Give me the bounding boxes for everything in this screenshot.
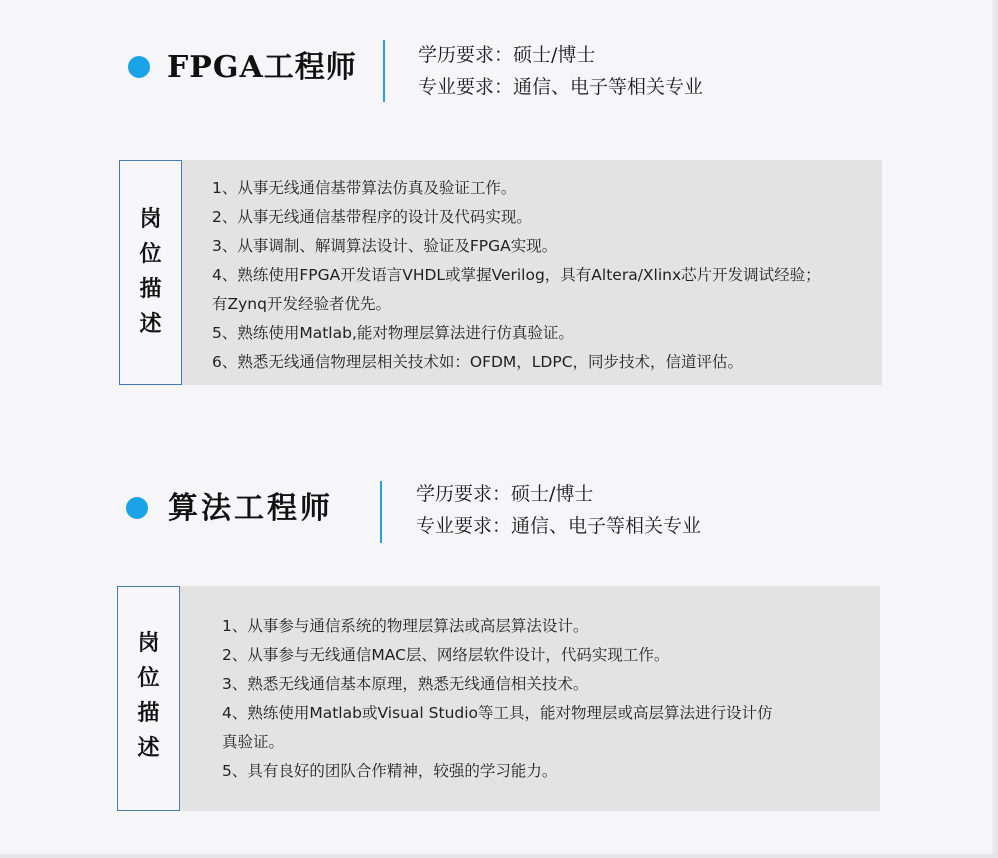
education-requirement: 学历要求：硕士/博士 [416, 483, 594, 505]
description-panel [182, 160, 882, 385]
description-label-char: 述 [139, 311, 162, 337]
description-label-char: 位 [137, 665, 160, 691]
description-label-char: 位 [139, 241, 162, 267]
job-requirements [416, 478, 701, 542]
description-label-char: 描 [139, 276, 162, 302]
description-label-char: 描 [137, 700, 160, 726]
description-line: 5、熟练使用Matlab,能对物理层算法进行仿真验证。 [212, 324, 574, 342]
major-requirement: 专业要求：通信、电子等相关专业 [418, 76, 704, 98]
job-header [0, 40, 998, 104]
page-right-edge [992, 0, 998, 858]
description-line: 3、从事调制、解调算法设计、验证及FPGA实现。 [212, 237, 558, 255]
description-line: 6、熟悉无线通信物理层相关技术如：OFDM，LDPC，同步技术，信道评估。 [212, 353, 744, 371]
description-label-box [117, 586, 180, 811]
description-line: 2、从事无线通信基带程序的设计及代码实现。 [212, 208, 532, 226]
description-line: 4、熟练使用FPGA开发语言VHDL或掌握Verilog，具有Altera/Xlinx芯片开发调试经验； [212, 266, 821, 284]
bullet-dot-icon [126, 497, 148, 519]
description-label-char: 岗 [137, 630, 160, 656]
description-list [222, 612, 773, 786]
description-label-box [119, 160, 182, 385]
header-divider [383, 40, 385, 102]
description-label-char: 岗 [139, 206, 162, 232]
description-line: 真验证。 [222, 733, 285, 751]
description-line: 1、从事无线通信基带算法仿真及验证工作。 [212, 179, 517, 197]
description-panel [180, 586, 880, 811]
description-line: 有Zynq开发经验者优先。 [212, 295, 391, 313]
description-list [212, 174, 821, 377]
job-title: 算法工程师 [168, 491, 333, 526]
description-line: 5、具有良好的团队合作精神，较强的学习能力。 [222, 762, 558, 780]
job-title: FPGA工程师 [167, 50, 357, 85]
description-line: 3、熟悉无线通信基本原理，熟悉无线通信相关技术。 [222, 675, 589, 693]
job-requirements [418, 39, 703, 103]
page-bottom-edge [0, 854, 998, 858]
major-requirement: 专业要求：通信、电子等相关专业 [416, 515, 702, 537]
header-divider [380, 481, 382, 543]
description-line: 2、从事参与无线通信MAC层、网络层软件设计，代码实现工作。 [222, 646, 670, 664]
job-header [0, 481, 998, 545]
description-label-char: 述 [137, 735, 160, 761]
description-line: 1、从事参与通信系统的物理层算法或高层算法设计。 [222, 617, 589, 635]
bullet-dot-icon [128, 56, 150, 78]
education-requirement: 学历要求：硕士/博士 [418, 44, 596, 66]
description-line: 4、熟练使用Matlab或Visual Studio等工具，能对物理层或高层算法进行设计仿 [222, 704, 773, 722]
